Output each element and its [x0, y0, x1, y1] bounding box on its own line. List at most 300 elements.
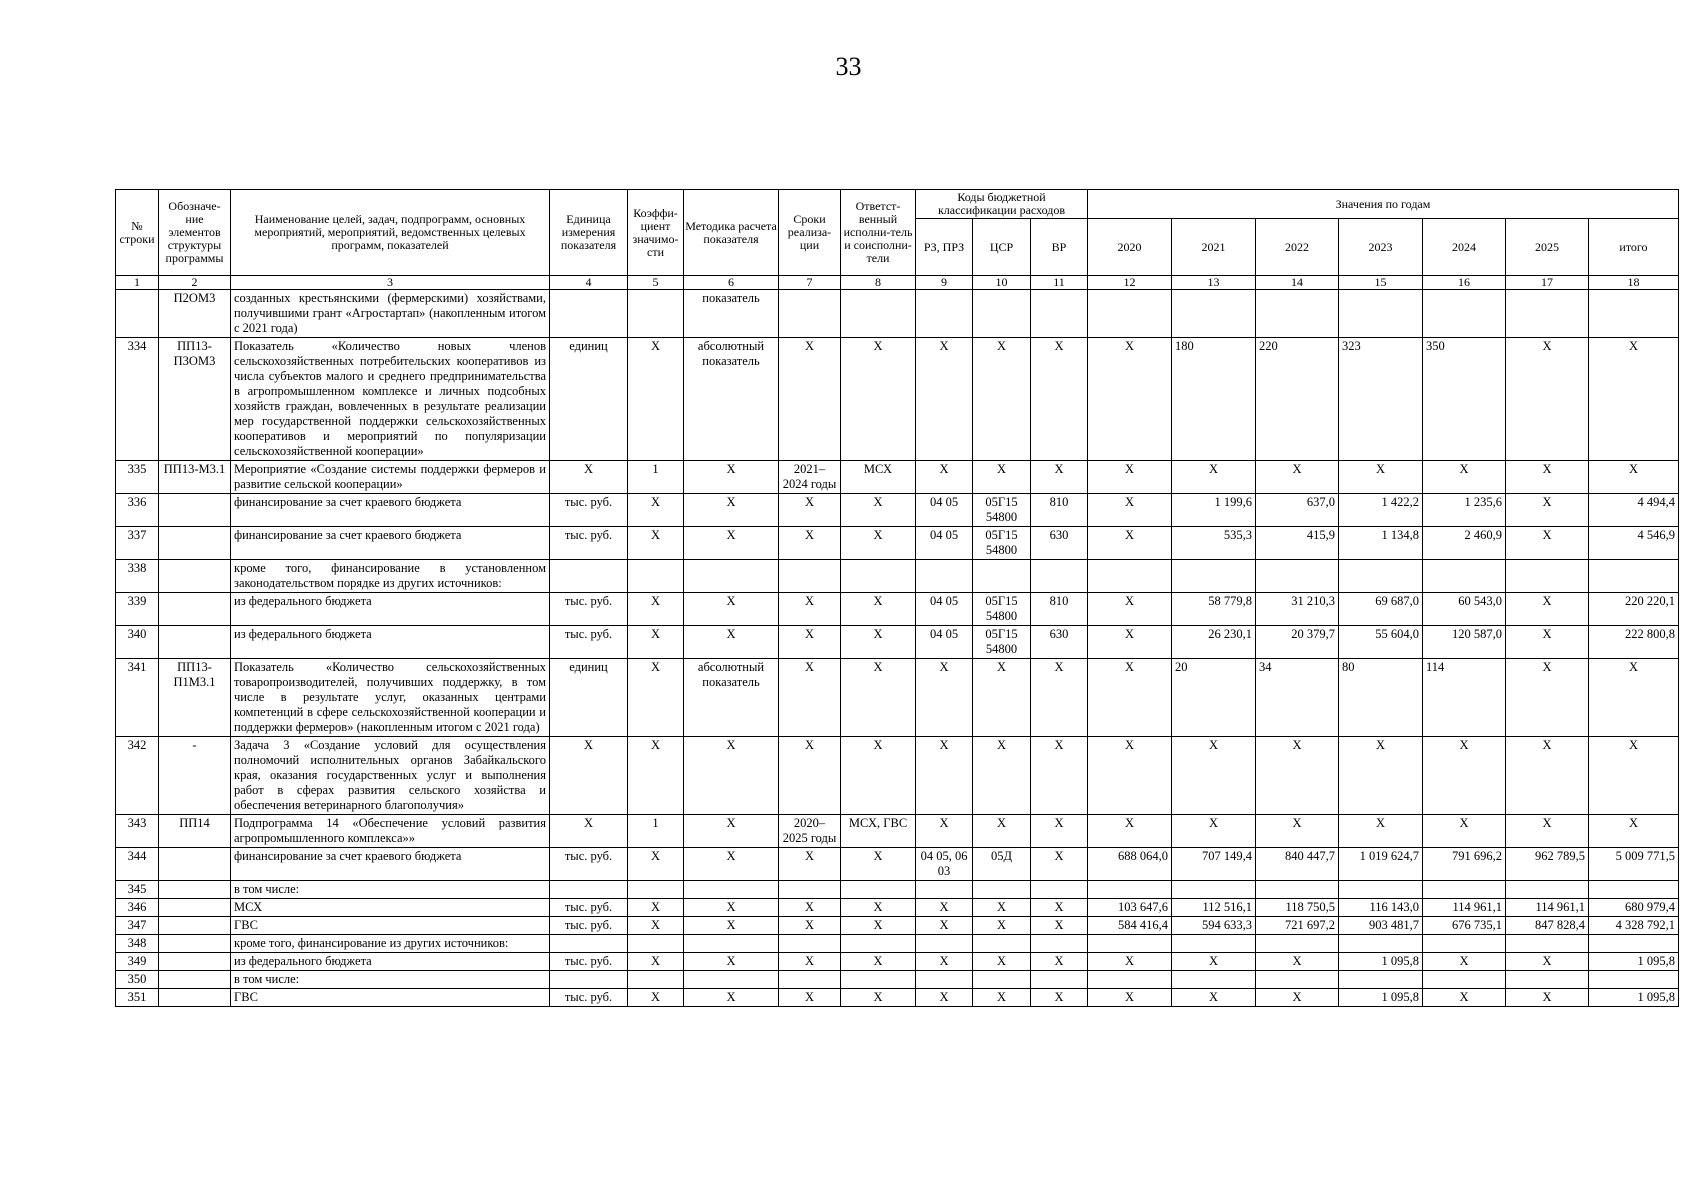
year-value-cell: 1 422,2 [1339, 494, 1423, 527]
table-row [116, 494, 1679, 527]
element-name: Мероприятие «Создание системы поддержки фермеров и развитие сельской кооперации» [231, 461, 550, 494]
year-value-cell: X [1172, 989, 1256, 1007]
total-value-cell: 4 328 792,1 [1589, 917, 1679, 935]
year-value-cell: 114 [1423, 659, 1506, 737]
csr-cell: 05Г15 54800 [973, 494, 1031, 527]
column-number-row [116, 276, 1679, 290]
year-value-cell: X [1506, 338, 1589, 461]
total-value-cell: X [1589, 659, 1679, 737]
terms-cell: X [779, 737, 841, 815]
method-cell: X [684, 737, 779, 815]
unit-cell: тыс. руб. [550, 917, 628, 935]
year-value-cell [1172, 290, 1256, 338]
rz-prz-cell: 04 05 [916, 593, 973, 626]
year-value-cell [1256, 881, 1339, 899]
row-number: 345 [116, 881, 159, 899]
year-value-cell: 323 [1339, 338, 1423, 461]
element-designation [159, 881, 231, 899]
method-cell: X [684, 989, 779, 1007]
column-number: 13 [1172, 276, 1256, 290]
terms-cell: X [779, 899, 841, 917]
unit-cell: единиц [550, 659, 628, 737]
vr-cell: X [1031, 917, 1088, 935]
element-designation: ПП13-П1М3.1 [159, 659, 231, 737]
year-value-cell: X [1423, 737, 1506, 815]
terms-cell [779, 881, 841, 899]
column-number: 12 [1088, 276, 1172, 290]
year-value-cell: 350 [1423, 338, 1506, 461]
method-cell: X [684, 899, 779, 917]
rz-prz-cell: X [916, 917, 973, 935]
year-value-cell: 114 961,1 [1506, 899, 1589, 917]
column-number: 11 [1031, 276, 1088, 290]
header-year-2022: 2022 [1256, 219, 1339, 276]
coefficient-cell: X [628, 989, 684, 1007]
unit-cell: X [550, 815, 628, 848]
rz-prz-cell [916, 971, 973, 989]
year-value-cell: X [1506, 659, 1589, 737]
terms-cell: 2020–2025 годы [779, 815, 841, 848]
year-value-cell: 903 481,7 [1339, 917, 1423, 935]
table-row [116, 737, 1679, 815]
method-cell [684, 560, 779, 593]
element-designation [159, 494, 231, 527]
vr-cell: 810 [1031, 593, 1088, 626]
csr-cell: X [973, 989, 1031, 1007]
total-value-cell: X [1589, 461, 1679, 494]
year-value-cell: X [1088, 737, 1172, 815]
table-row [116, 290, 1679, 338]
table-row [116, 917, 1679, 935]
rz-prz-cell [916, 881, 973, 899]
element-designation: ПП14 [159, 815, 231, 848]
element-name: из федерального бюджета [231, 626, 550, 659]
column-number: 1 [116, 276, 159, 290]
total-value-cell: 222 800,8 [1589, 626, 1679, 659]
year-value-cell [1256, 935, 1339, 953]
year-value-cell: 707 149,4 [1172, 848, 1256, 881]
coefficient-cell: 1 [628, 815, 684, 848]
element-name: Показатель «Количество сельскохозяйственных товаропроизводителей, получивших поддержку, в том числе в результате услуг, оказанных центрами компетенций в сфере сельскохозяйственной кооперации и поддержки фермеров» (накопленным итогом с 2021 года) [231, 659, 550, 737]
coefficient-cell [628, 881, 684, 899]
element-name: МСХ [231, 899, 550, 917]
total-value-cell: 220 220,1 [1589, 593, 1679, 626]
unit-cell: тыс. руб. [550, 899, 628, 917]
year-value-cell: X [1088, 527, 1172, 560]
header-responsible: Ответст-венный исполни-тель и соисполни-тели [841, 190, 916, 276]
column-number: 3 [231, 276, 550, 290]
year-value-cell [1339, 935, 1423, 953]
header-terms: Сроки реализа-ции [779, 190, 841, 276]
element-designation [159, 899, 231, 917]
year-value-cell [1339, 971, 1423, 989]
row-number [116, 290, 159, 338]
table-row [116, 338, 1679, 461]
element-name: в том числе: [231, 971, 550, 989]
year-value-cell [1256, 290, 1339, 338]
csr-cell: 05Г15 54800 [973, 527, 1031, 560]
year-value-cell: 26 230,1 [1172, 626, 1256, 659]
header-designation: Обозначе-ние элементов структуры программы [159, 190, 231, 276]
vr-cell: X [1031, 461, 1088, 494]
terms-cell: X [779, 626, 841, 659]
header-vr: ВР [1031, 219, 1088, 276]
column-number: 5 [628, 276, 684, 290]
unit-cell: тыс. руб. [550, 527, 628, 560]
responsible-cell: МСХ, ГВС [841, 815, 916, 848]
element-designation: ПП13-П3ОМ3 [159, 338, 231, 461]
method-cell: X [684, 815, 779, 848]
unit-cell: X [550, 461, 628, 494]
year-value-cell [1339, 560, 1423, 593]
method-cell: X [684, 848, 779, 881]
year-value-cell: 535,3 [1172, 527, 1256, 560]
header-unit: Единица измерения показателя [550, 190, 628, 276]
year-value-cell: X [1088, 953, 1172, 971]
column-number: 17 [1506, 276, 1589, 290]
unit-cell [550, 971, 628, 989]
coefficient-cell: X [628, 848, 684, 881]
coefficient-cell: X [628, 626, 684, 659]
csr-cell [973, 971, 1031, 989]
vr-cell: 630 [1031, 626, 1088, 659]
year-value-cell [1088, 881, 1172, 899]
year-value-cell: 721 697,2 [1256, 917, 1339, 935]
total-value-cell: 1 095,8 [1589, 989, 1679, 1007]
terms-cell: X [779, 989, 841, 1007]
unit-cell: тыс. руб. [550, 848, 628, 881]
element-name: созданных крестьянскими (фермерскими) хозяйствами, получившими грант «Агростартап» (накопленным итогом с 2021 года) [231, 290, 550, 338]
year-value-cell [1339, 290, 1423, 338]
year-value-cell: 1 019 624,7 [1339, 848, 1423, 881]
coefficient-cell: 1 [628, 461, 684, 494]
header-total: итого [1589, 219, 1679, 276]
vr-cell: 630 [1031, 527, 1088, 560]
coefficient-cell: X [628, 338, 684, 461]
year-value-cell: X [1256, 461, 1339, 494]
row-number: 344 [116, 848, 159, 881]
table-row [116, 626, 1679, 659]
method-cell: абсолютный показатель [684, 659, 779, 737]
year-value-cell: 34 [1256, 659, 1339, 737]
year-value-cell: X [1506, 626, 1589, 659]
year-value-cell: 847 828,4 [1506, 917, 1589, 935]
row-number: 335 [116, 461, 159, 494]
year-value-cell [1088, 971, 1172, 989]
year-value-cell: X [1172, 953, 1256, 971]
year-value-cell [1172, 971, 1256, 989]
year-value-cell: X [1088, 461, 1172, 494]
year-value-cell: 1 134,8 [1339, 527, 1423, 560]
terms-cell: X [779, 953, 841, 971]
page-number: 33 [835, 52, 862, 81]
method-cell: X [684, 527, 779, 560]
row-number: 346 [116, 899, 159, 917]
vr-cell [1031, 971, 1088, 989]
year-value-cell: X [1339, 737, 1423, 815]
element-name: ГВС [231, 917, 550, 935]
year-value-cell: 220 [1256, 338, 1339, 461]
year-value-cell: 1 095,8 [1339, 953, 1423, 971]
terms-cell [779, 971, 841, 989]
year-value-cell: X [1506, 815, 1589, 848]
csr-cell: X [973, 461, 1031, 494]
terms-cell [779, 560, 841, 593]
vr-cell: X [1031, 737, 1088, 815]
header-values-by-years: Значения по годам [1088, 190, 1679, 219]
responsible-cell: X [841, 917, 916, 935]
row-number: 349 [116, 953, 159, 971]
terms-cell: X [779, 593, 841, 626]
year-value-cell [1256, 560, 1339, 593]
table-row [116, 461, 1679, 494]
year-value-cell: X [1172, 737, 1256, 815]
row-number: 343 [116, 815, 159, 848]
terms-cell: X [779, 527, 841, 560]
vr-cell [1031, 290, 1088, 338]
element-designation: П2ОМ3 [159, 290, 231, 338]
responsible-cell: X [841, 737, 916, 815]
year-value-cell: X [1088, 659, 1172, 737]
year-value-cell: 20 379,7 [1256, 626, 1339, 659]
element-name: кроме того, финансирование в установленном законодательством порядке из других источников: [231, 560, 550, 593]
terms-cell: 2021–2024 годы [779, 461, 841, 494]
rz-prz-cell: X [916, 953, 973, 971]
header-row-no: № строки [116, 190, 159, 276]
csr-cell: X [973, 737, 1031, 815]
responsible-cell: X [841, 626, 916, 659]
vr-cell: X [1031, 815, 1088, 848]
rz-prz-cell: 04 05 [916, 626, 973, 659]
year-value-cell: 116 143,0 [1339, 899, 1423, 917]
csr-cell: X [973, 815, 1031, 848]
responsible-cell: X [841, 593, 916, 626]
responsible-cell: X [841, 953, 916, 971]
unit-cell: единиц [550, 338, 628, 461]
year-value-cell [1506, 881, 1589, 899]
rz-prz-cell: 04 05 [916, 494, 973, 527]
year-value-cell: 2 460,9 [1423, 527, 1506, 560]
element-designation [159, 626, 231, 659]
year-value-cell: X [1172, 461, 1256, 494]
year-value-cell: 114 961,1 [1423, 899, 1506, 917]
csr-cell: 05Д [973, 848, 1031, 881]
element-name: из федерального бюджета [231, 593, 550, 626]
terms-cell: X [779, 494, 841, 527]
element-designation [159, 560, 231, 593]
coefficient-cell: X [628, 659, 684, 737]
coefficient-cell [628, 290, 684, 338]
year-value-cell: 791 696,2 [1423, 848, 1506, 881]
program-table [115, 189, 1679, 1007]
year-value-cell: X [1506, 461, 1589, 494]
element-name: Показатель «Количество новых членов сельскохозяйственных потребительских кооперативов из числа субъектов малого и среднего предпринимательства в агропромышленном комплексе и личных подсобных хозяйств граждан, вовлеченных в результате реализации мер государственной поддержки сельскохозяйственных кооперативов и мероприятий по популяризации сельскохозяйственной кооперации» [231, 338, 550, 461]
terms-cell [779, 290, 841, 338]
unit-cell: X [550, 737, 628, 815]
column-number: 4 [550, 276, 628, 290]
method-cell: X [684, 626, 779, 659]
table-row [116, 971, 1679, 989]
year-value-cell: X [1339, 815, 1423, 848]
table-row [116, 527, 1679, 560]
method-cell: X [684, 953, 779, 971]
element-name: Подпрограмма 14 «Обеспечение условий развития агропромышленного комплекса»» [231, 815, 550, 848]
responsible-cell: X [841, 527, 916, 560]
column-number: 16 [1423, 276, 1506, 290]
total-value-cell [1589, 290, 1679, 338]
row-number: 336 [116, 494, 159, 527]
unit-cell: тыс. руб. [550, 626, 628, 659]
year-value-cell [1506, 560, 1589, 593]
unit-cell [550, 290, 628, 338]
element-designation: ПП13-М3.1 [159, 461, 231, 494]
year-value-cell: X [1088, 494, 1172, 527]
rz-prz-cell [916, 290, 973, 338]
responsible-cell: X [841, 989, 916, 1007]
year-value-cell: X [1088, 338, 1172, 461]
year-value-cell: 103 647,6 [1088, 899, 1172, 917]
column-number: 9 [916, 276, 973, 290]
year-value-cell [1088, 290, 1172, 338]
column-number: 7 [779, 276, 841, 290]
year-value-cell [1506, 935, 1589, 953]
header-rz-prz: РЗ, ПРЗ [916, 219, 973, 276]
year-value-cell: 676 735,1 [1423, 917, 1506, 935]
table-header [116, 190, 1679, 290]
csr-cell [973, 560, 1031, 593]
year-value-cell: 584 416,4 [1088, 917, 1172, 935]
element-name: финансирование за счет краевого бюджета [231, 494, 550, 527]
total-value-cell: 4 494,4 [1589, 494, 1679, 527]
table-row [116, 899, 1679, 917]
element-designation [159, 935, 231, 953]
year-value-cell: X [1256, 737, 1339, 815]
column-number: 2 [159, 276, 231, 290]
coefficient-cell [628, 971, 684, 989]
row-number: 342 [116, 737, 159, 815]
year-value-cell [1172, 935, 1256, 953]
year-value-cell: 594 633,3 [1172, 917, 1256, 935]
year-value-cell [1506, 971, 1589, 989]
table-row [116, 659, 1679, 737]
year-value-cell: 31 210,3 [1256, 593, 1339, 626]
total-value-cell: X [1589, 815, 1679, 848]
total-value-cell: 5 009 771,5 [1589, 848, 1679, 881]
year-value-cell: X [1172, 815, 1256, 848]
coefficient-cell: X [628, 527, 684, 560]
row-number: 348 [116, 935, 159, 953]
year-value-cell: X [1506, 989, 1589, 1007]
year-value-cell: X [1506, 593, 1589, 626]
column-number: 15 [1339, 276, 1423, 290]
year-value-cell: 20 [1172, 659, 1256, 737]
year-value-cell: X [1423, 461, 1506, 494]
year-value-cell: 118 750,5 [1256, 899, 1339, 917]
header-budget-codes: Коды бюджетной классификации расходов [916, 190, 1088, 219]
unit-cell [550, 935, 628, 953]
element-designation [159, 593, 231, 626]
csr-cell: 05Г15 54800 [973, 626, 1031, 659]
csr-cell [973, 290, 1031, 338]
table-row [116, 560, 1679, 593]
total-value-cell [1589, 881, 1679, 899]
year-value-cell: 60 543,0 [1423, 593, 1506, 626]
vr-cell: X [1031, 659, 1088, 737]
unit-cell: тыс. руб. [550, 593, 628, 626]
vr-cell: 810 [1031, 494, 1088, 527]
row-number: 347 [116, 917, 159, 935]
row-number: 338 [116, 560, 159, 593]
table-row [116, 881, 1679, 899]
header-year-2023: 2023 [1339, 219, 1423, 276]
total-value-cell: 4 546,9 [1589, 527, 1679, 560]
responsible-cell [841, 560, 916, 593]
rz-prz-cell: X [916, 737, 973, 815]
responsible-cell: X [841, 659, 916, 737]
coefficient-cell: X [628, 917, 684, 935]
vr-cell [1031, 560, 1088, 593]
year-value-cell [1423, 881, 1506, 899]
responsible-cell: X [841, 899, 916, 917]
year-value-cell: 415,9 [1256, 527, 1339, 560]
element-designation [159, 953, 231, 971]
element-name: финансирование за счет краевого бюджета [231, 527, 550, 560]
element-name: в том числе: [231, 881, 550, 899]
column-number: 14 [1256, 276, 1339, 290]
rz-prz-cell: X [916, 461, 973, 494]
rz-prz-cell: X [916, 899, 973, 917]
vr-cell: X [1031, 953, 1088, 971]
table-row [116, 815, 1679, 848]
year-value-cell [1506, 290, 1589, 338]
year-value-cell: X [1256, 815, 1339, 848]
responsible-cell [841, 971, 916, 989]
table-body [116, 290, 1679, 1007]
csr-cell: X [973, 659, 1031, 737]
year-value-cell: X [1088, 626, 1172, 659]
total-value-cell: X [1589, 338, 1679, 461]
csr-cell: X [973, 917, 1031, 935]
year-value-cell [1172, 560, 1256, 593]
vr-cell: X [1031, 848, 1088, 881]
year-value-cell: X [1088, 989, 1172, 1007]
csr-cell [973, 935, 1031, 953]
row-number: 334 [116, 338, 159, 461]
rz-prz-cell: 04 05, 06 03 [916, 848, 973, 881]
element-designation: - [159, 737, 231, 815]
year-value-cell [1172, 881, 1256, 899]
csr-cell: 05Г15 54800 [973, 593, 1031, 626]
year-value-cell [1088, 560, 1172, 593]
year-value-cell: 1 235,6 [1423, 494, 1506, 527]
year-value-cell: 688 064,0 [1088, 848, 1172, 881]
year-value-cell: X [1423, 953, 1506, 971]
year-value-cell: 80 [1339, 659, 1423, 737]
vr-cell: X [1031, 989, 1088, 1007]
method-cell: X [684, 917, 779, 935]
responsible-cell: МСХ [841, 461, 916, 494]
element-name: из федерального бюджета [231, 953, 550, 971]
year-value-cell: X [1506, 527, 1589, 560]
year-value-cell: X [1256, 953, 1339, 971]
year-value-cell [1423, 290, 1506, 338]
terms-cell: X [779, 659, 841, 737]
year-value-cell: 962 789,5 [1506, 848, 1589, 881]
table-row [116, 848, 1679, 881]
vr-cell: X [1031, 338, 1088, 461]
terms-cell: X [779, 917, 841, 935]
vr-cell [1031, 935, 1088, 953]
